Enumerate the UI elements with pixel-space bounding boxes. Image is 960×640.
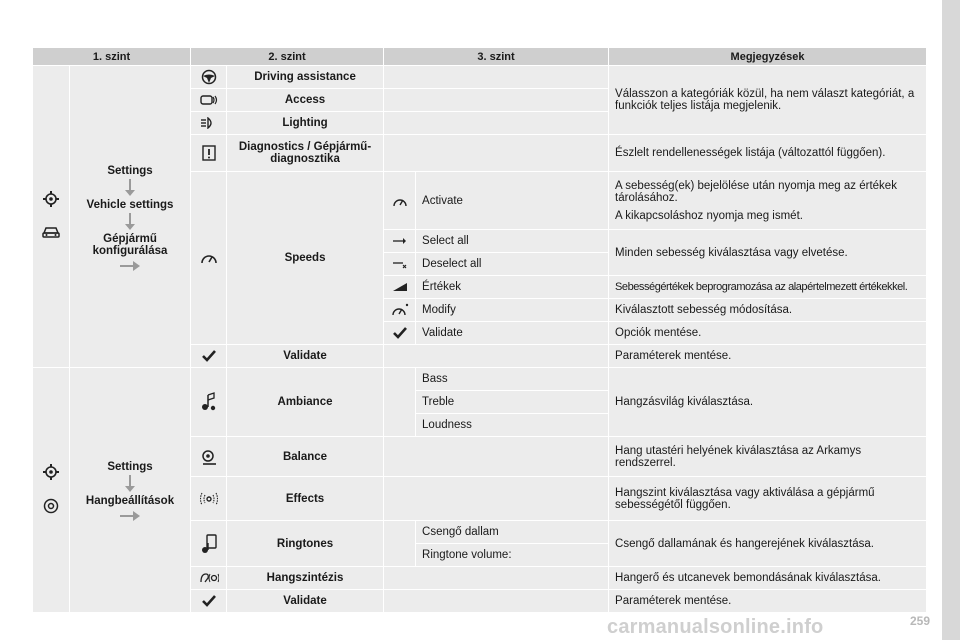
bass: Bass <box>416 368 609 391</box>
empty-cell <box>384 66 609 89</box>
modify: Modify <box>416 299 609 322</box>
ambiance-note: Hangzásvilág kiválasztása. <box>609 368 927 437</box>
arrow-right-icon <box>120 261 140 271</box>
arrow-down-icon <box>125 475 135 493</box>
modify-speed-icon <box>384 299 416 322</box>
effects: Effects <box>227 477 384 521</box>
activate-note-line2: A kikapcsoláshoz nyomja meg ismét. <box>615 209 803 222</box>
headlight-icon <box>191 112 227 135</box>
header-notes: Megjegyzések <box>609 48 927 66</box>
activate: Activate <box>416 172 609 230</box>
effects-icon <box>191 477 227 521</box>
empty-cell <box>384 477 609 521</box>
balance-icon <box>191 437 227 477</box>
speech-synthesis: Hangszintézis <box>227 567 384 590</box>
arrow-right-icon <box>120 511 140 521</box>
gear-icon <box>41 190 61 210</box>
deselect-all: Deselect all <box>416 253 609 276</box>
values-note: Sebességértékek beprogramozása az alapértelmezett értékekkel. <box>609 276 927 299</box>
empty-cell <box>384 437 609 477</box>
speeds: Speeds <box>227 172 384 345</box>
lighting: Lighting <box>227 112 384 135</box>
select-note: Minden sebesség kiválasztása vagy elvetése. <box>609 230 927 276</box>
select-all-icon <box>384 230 416 253</box>
menu-vehicle-config: Gépjármű konfigurálása <box>92 232 168 257</box>
header-level1: 1. szint <box>33 48 191 66</box>
header-level3: 3. szint <box>384 48 609 66</box>
activate-note <box>609 172 927 230</box>
validate-inner-note: Opciók mentése. <box>609 322 927 345</box>
select-all: Select all <box>416 230 609 253</box>
checkmark-icon <box>191 345 227 368</box>
checkmark-icon <box>191 590 227 613</box>
validate-section2: Validate <box>227 590 384 613</box>
arrow-down-icon <box>125 213 135 231</box>
empty-cell <box>384 590 609 613</box>
menu-vehicle-settings: Vehicle settings <box>86 198 174 211</box>
speed-activate-icon <box>384 172 416 230</box>
activate-note-line1: A sebesség(ek) bejelölése után nyomja meg az értékek tárolásához. <box>615 179 897 204</box>
watermark: carmanualsonline.info <box>607 616 824 638</box>
empty-cell <box>384 135 609 172</box>
loudness: Loudness <box>416 414 609 437</box>
checkmark-icon <box>384 322 416 345</box>
gear-icon <box>41 463 61 483</box>
access-icon <box>191 89 227 112</box>
ring-tune: Csengő dallam <box>416 521 609 544</box>
page-number: 259 <box>909 614 930 628</box>
menu-settings: Settings <box>107 461 153 473</box>
diagnostics-icon <box>191 135 227 172</box>
access: Access <box>227 89 384 112</box>
speaker-icon <box>41 497 61 517</box>
car-icon <box>41 224 61 244</box>
group-note: Válasszon a kategóriák közül, ha nem választ kategóriát, a funkciók teljes listája megjelenik. <box>609 66 927 135</box>
validate-section1: Validate <box>227 345 384 368</box>
ringtones-note: Csengő dallamának és hangerejének kiválasztása. <box>609 521 927 567</box>
settings-table <box>32 47 927 613</box>
driving-assistance: Driving assistance <box>227 66 384 89</box>
section2-menu-path <box>70 368 191 613</box>
empty-cell <box>384 521 416 567</box>
menu-settings: Settings <box>107 164 153 177</box>
empty-cell <box>384 112 609 135</box>
balance: Balance <box>227 437 384 477</box>
ringtones: Ringtones <box>227 521 384 567</box>
validate-inner: Validate <box>416 322 609 345</box>
section1-menu-path <box>70 66 191 368</box>
steering-icon <box>191 66 227 89</box>
header-level2: 2. szint <box>191 48 384 66</box>
speech-synthesis-icon <box>191 567 227 590</box>
menu-sound-settings: Hangbeállítások <box>85 495 175 507</box>
empty-cell <box>384 345 609 368</box>
speedometer-icon <box>191 172 227 345</box>
empty-cell <box>384 89 609 112</box>
values-icon <box>384 276 416 299</box>
empty-cell <box>384 368 416 437</box>
ambiance: Ambiance <box>227 368 384 437</box>
ringtone-icon <box>191 521 227 567</box>
validate-section2-note: Paraméterek mentése. <box>609 590 927 613</box>
validate-section1-note: Paraméterek mentése. <box>609 345 927 368</box>
diagnostics-note: Észlelt rendellenességek listája (változattól függően). <box>609 135 927 172</box>
effects-note: Hangszint kiválasztása vagy aktiválása a gépjármű sebességétől függően. <box>609 477 927 521</box>
section1-icons <box>33 66 70 368</box>
diagnostics: Diagnostics / Gépjármű-diagnosztika <box>227 135 384 172</box>
side-tab <box>942 0 960 640</box>
table-row <box>33 368 927 391</box>
values: Értékek <box>416 276 609 299</box>
treble: Treble <box>416 391 609 414</box>
speech-synthesis-note: Hangerő és utcanevek bemondásának kiválasztása. <box>609 567 927 590</box>
modify-note: Kiválasztott sebesség módosítása. <box>609 299 927 322</box>
ring-volume: Ringtone volume: <box>416 544 609 567</box>
deselect-all-icon <box>384 253 416 276</box>
section2-icons <box>33 368 70 613</box>
empty-cell <box>384 567 609 590</box>
table-header-row <box>33 48 927 66</box>
table-row <box>33 66 927 89</box>
arrow-down-icon <box>125 179 135 197</box>
ambiance-icon <box>191 368 227 437</box>
balance-note: Hang utastéri helyének kiválasztása az Arkamys rendszerrel. <box>609 437 927 477</box>
